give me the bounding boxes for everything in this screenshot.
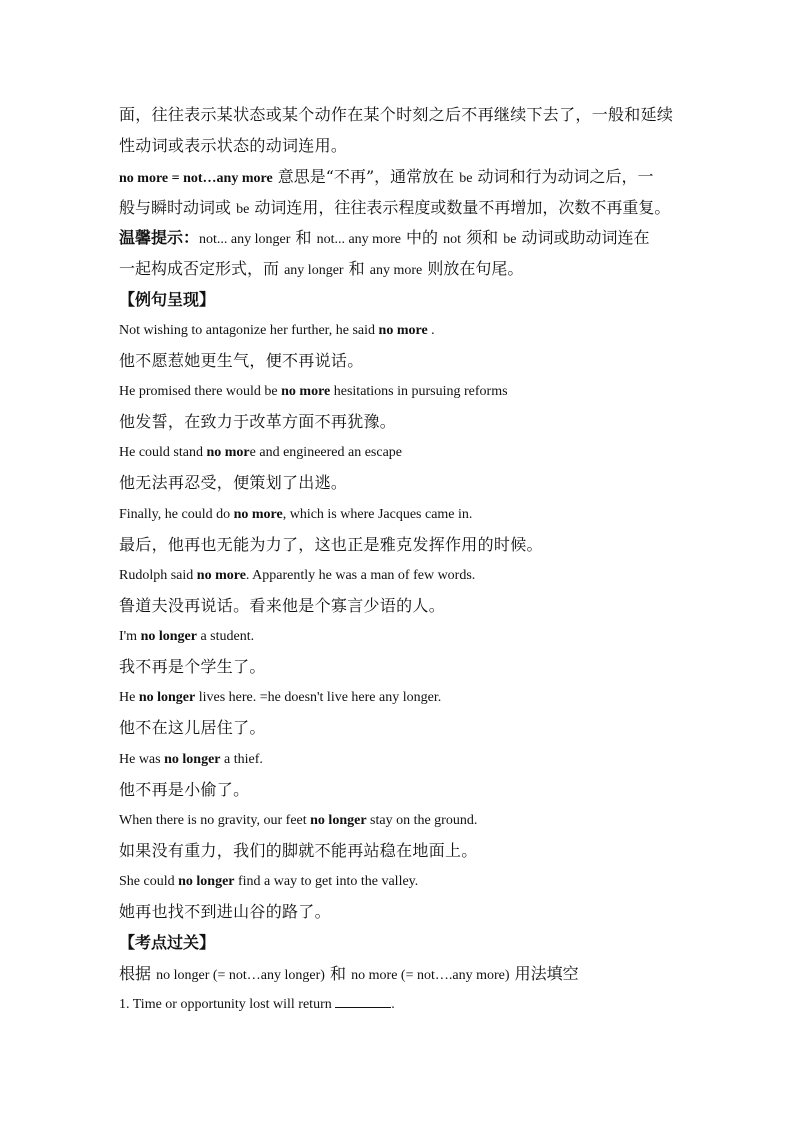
example-text: She could [119, 874, 179, 889]
example-text: find a way to get into the valley. [234, 874, 419, 889]
example-keyword: no longer [140, 629, 197, 644]
example-en [119, 566, 684, 586]
example-keyword: no longer [164, 752, 221, 767]
example-cn: 他无法再忍受，便策划了出逃。 [119, 473, 348, 492]
example-text: e and engineered an escape [249, 445, 403, 460]
example-keyword: no more [196, 568, 246, 583]
intro-line-2 [119, 136, 684, 156]
example-text: Finally, he could do [119, 507, 234, 522]
example-keyword: no more [378, 323, 428, 338]
definition-text: 动词连用，往往表示程度或数量不再增加，次数不再重复。 [249, 198, 671, 217]
example-keyword: no longer [178, 874, 235, 889]
instruction-text: 用法填空 [509, 964, 579, 983]
example-en [119, 505, 684, 525]
example-cn: 他不在这儿居住了。 [119, 718, 266, 737]
example-cn: 鲁道夫没再说话。看来他是个寡言少语的人。 [119, 596, 446, 615]
test-heading: 【考点过关】 [119, 933, 216, 952]
no-more-term: no more = not…any more [119, 171, 273, 186]
tip-line [119, 228, 684, 250]
example-keyword: no more [233, 507, 283, 522]
tip-text: 则放在句尾。 [422, 259, 524, 278]
example-en [119, 811, 684, 831]
example-text: a student. [196, 629, 255, 644]
intro-line-1 [119, 105, 684, 125]
definition-text: 意思是“不再”，通常放在 [272, 167, 460, 186]
example-text: . [427, 323, 435, 338]
instruction-text: 和 [324, 964, 352, 983]
tip-text: 动词或助动词连在 [516, 228, 650, 247]
tip-text: 中的 [400, 228, 444, 247]
instruction-text: no more (= not….any more) [351, 968, 510, 983]
tip-text: 和 [343, 259, 370, 278]
example-en [119, 872, 684, 892]
question-text: . [391, 997, 395, 1012]
tip-text: 须和 [461, 228, 504, 247]
example-text: He was [119, 752, 165, 767]
tip-line-2 [119, 259, 684, 281]
intro-text: 性动词或表示状态的动词连用。 [119, 136, 348, 155]
example-en [119, 382, 684, 402]
example-cn: 他发誓，在致力于改革方面不再犹豫。 [119, 412, 397, 431]
question-1 [119, 995, 684, 1015]
example-cn: 最后，他再也无能为力了，这也正是雅克发挥作用的时候。 [119, 535, 543, 554]
example-en [119, 321, 684, 341]
example-keyword: no mor [206, 445, 250, 460]
tip-text: any longer [284, 263, 344, 278]
example-text: stay on the ground. [366, 813, 478, 828]
example-text: He [119, 690, 139, 705]
intro-text: 面，往往表示某状态或某个动作在某个时刻之后不再继续下去了，一般和延续 [119, 105, 674, 124]
example-cn: 如果没有重力，我们的脚就不能再站稳在地面上。 [119, 841, 478, 860]
no-more-definition-line-2 [119, 198, 684, 220]
tip-text: be [503, 232, 517, 247]
question-text: 1. Time or opportunity lost will return [119, 997, 336, 1012]
no-more-definition-line [119, 167, 684, 189]
example-cn: 我不再是个学生了。 [119, 657, 266, 676]
example-text: Rudolph said [119, 568, 197, 583]
example-text: When there is no gravity, our feet [119, 813, 311, 828]
example-text: He promised there would be [119, 384, 282, 399]
tip-text: not... any more [316, 232, 401, 247]
answer-blank[interactable] [335, 995, 391, 1008]
tip-text: not [443, 232, 462, 247]
example-text: lives here. =he doesn't live here any longer. [195, 690, 442, 705]
example-cn: 他不愿惹她更生气，便不再说话。 [119, 351, 364, 370]
definition-text: be [459, 171, 473, 186]
definition-text: 动词和行为动词之后，一 [472, 167, 654, 186]
example-text: I'm [119, 629, 141, 644]
example-cn: 她再也找不到进山谷的路了。 [119, 902, 331, 921]
tip-text: 和 [290, 228, 317, 247]
example-en [119, 627, 684, 647]
tip-text: 一起构成否定形式，而 [119, 259, 285, 278]
example-text: a thief. [220, 752, 263, 767]
example-text: Not wishing to antagonize her further, he said [119, 323, 379, 338]
example-en [119, 688, 684, 708]
instruction-line [119, 964, 684, 986]
example-en [119, 443, 684, 463]
example-keyword: no longer [138, 690, 196, 705]
example-text: He could stand [119, 445, 207, 460]
example-text: , which is where Jacques came in. [282, 507, 473, 522]
instruction-text: no longer (= not…any longer) [156, 968, 325, 983]
tip-text: any more [369, 263, 423, 278]
example-keyword: no more [281, 384, 331, 399]
tip-text: not... any longer [199, 232, 291, 247]
example-keyword: no longer [310, 813, 367, 828]
definition-text: be [236, 202, 250, 217]
instruction-text: 根据 [119, 964, 157, 983]
examples-heading: 【例句呈现】 [119, 290, 216, 309]
example-text: . Apparently he was a man of few words. [245, 568, 476, 583]
example-en [119, 750, 684, 770]
tip-label: 温馨提示： [119, 228, 200, 247]
example-cn: 他不再是小偷了。 [119, 780, 250, 799]
example-text: hesitations in pursuing reforms [330, 384, 508, 399]
definition-text: 般与瞬时动词或 [119, 198, 237, 217]
